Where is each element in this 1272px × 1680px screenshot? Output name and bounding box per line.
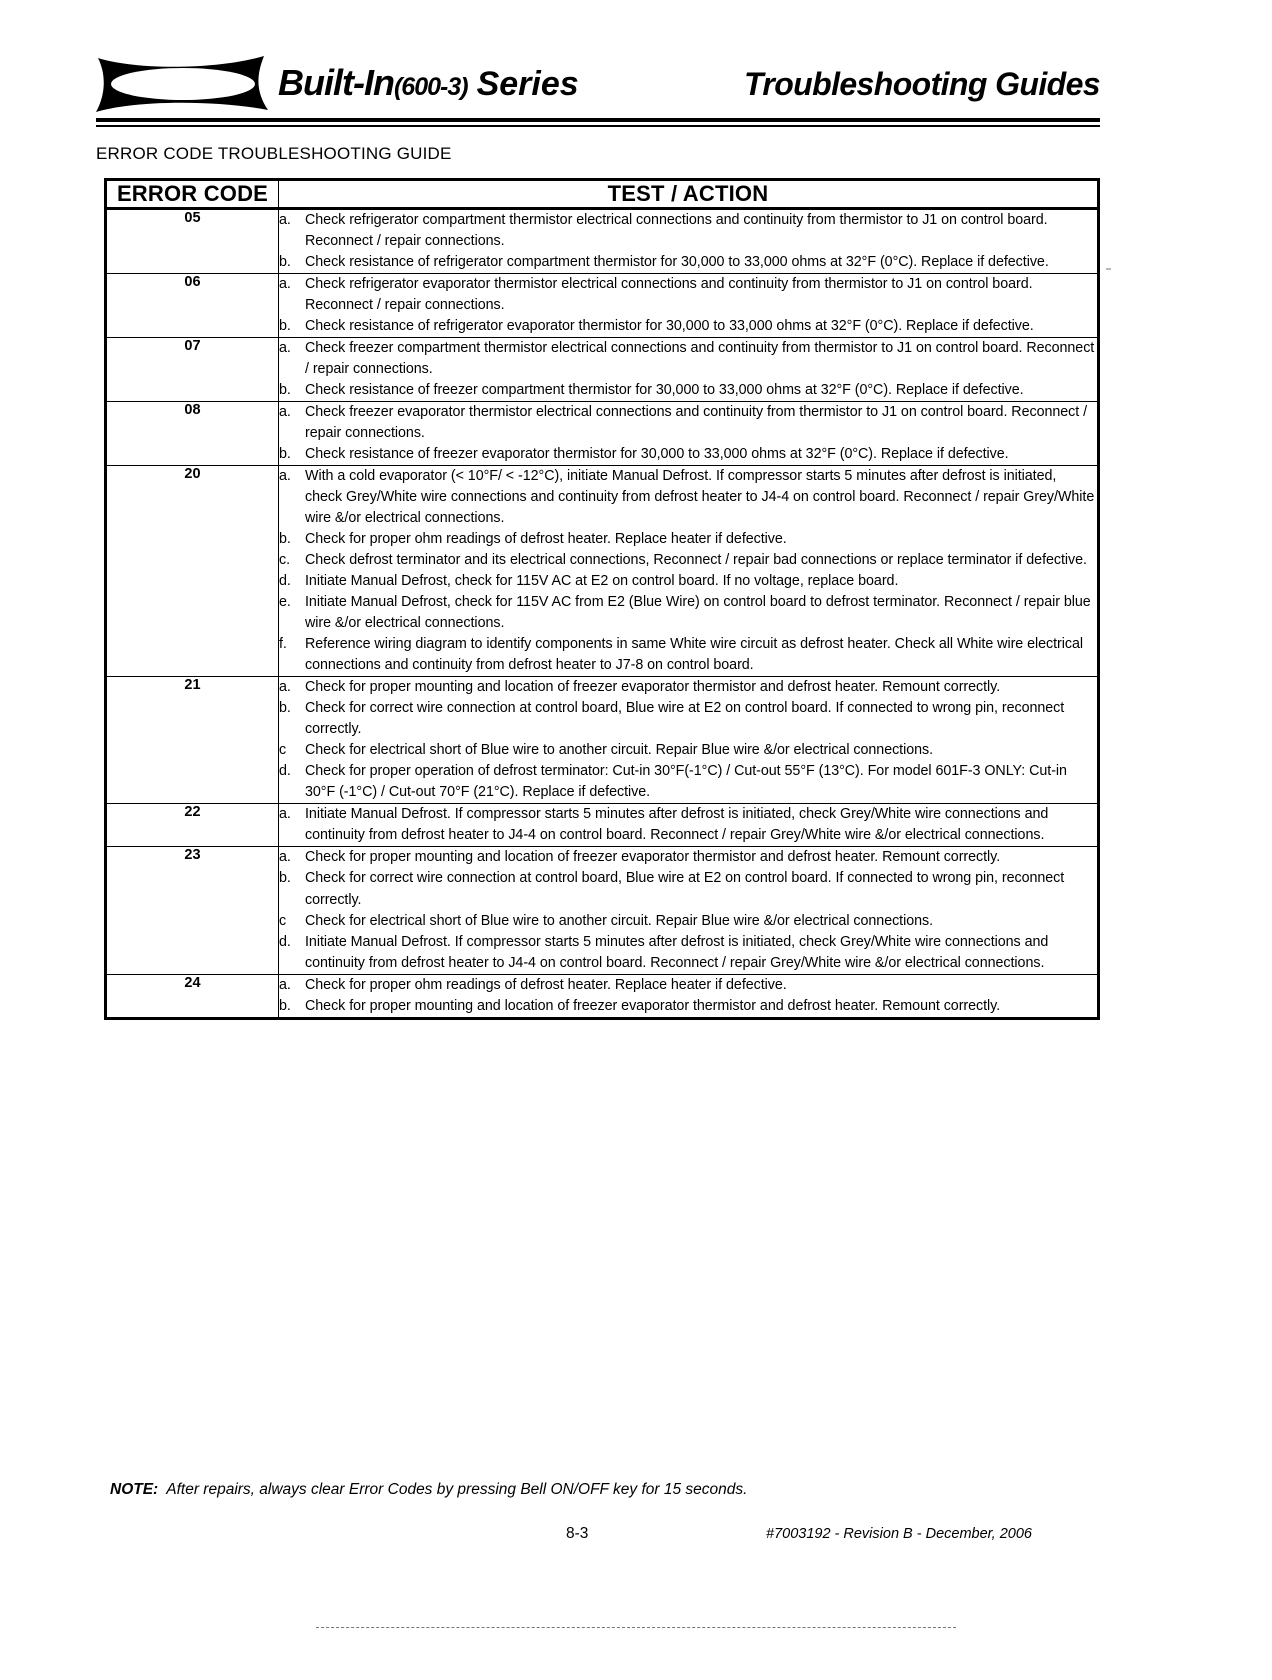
column-header-test-action: TEST / ACTION <box>279 181 1098 209</box>
test-action-item-label: c. <box>279 552 291 569</box>
test-action-cell <box>279 209 1098 274</box>
scan-artifact-speck <box>1106 268 1111 270</box>
column-header-error-code: ERROR CODE <box>107 181 279 209</box>
table-body <box>107 209 1098 1018</box>
test-action-item-text: Check for proper mounting and location of freezer evaporator thermistor and defrost heater. Remount correctly. <box>305 997 1001 1014</box>
document-reference: #7003192 - Revision B - December, 2006 <box>766 1526 1032 1542</box>
test-action-cell <box>279 804 1098 847</box>
page-number: 8-3 <box>566 1525 589 1542</box>
test-action-item-label: d. <box>279 763 291 780</box>
table-row <box>107 466 1098 677</box>
test-action-item-text: With a cold evaporator (< 10°F/ < -12°C), initiate Manual Defrost. If compressor starts 5 minutes after defrost is initiated, check Grey/White wire connections and continuity from defrost heater to J4-4 on control board. Reconnect / repair Grey/White wire &/or electrical connections. <box>305 468 1095 527</box>
test-action-item-label: a. <box>279 340 291 357</box>
test-action-item-text: Check freezer compartment thermistor electrical connections and continuity from thermistor to J1 on control board. Reconnect / repair connections. <box>305 340 1095 378</box>
test-action-item-label: b. <box>279 446 291 463</box>
test-action-item-label: b. <box>279 382 291 399</box>
test-action-cell <box>279 974 1098 1017</box>
table-row <box>107 804 1098 847</box>
test-action-item-label: b. <box>279 870 291 887</box>
page-header <box>96 52 1100 118</box>
test-action-item-text: Initiate Manual Defrost. If compressor starts 5 minutes after defrost is initiated, check Grey/White wire connections and continuity from defrost heater to J4-4 on control board. Reconnect / repair Grey/White wire &/or electrical connections. <box>305 806 1049 844</box>
test-action-cell <box>279 338 1098 402</box>
test-action-item <box>279 466 1097 529</box>
test-action-item-text: Check resistance of freezer compartment thermistor for 30,000 to 33,000 ohms at 32°F (0°C). Replace if defective. <box>305 382 1024 399</box>
test-action-item <box>279 634 1097 676</box>
test-action-item-text: Check resistance of refrigerator compartment thermistor for 30,000 to 33,000 ohms at 32°F (0°C). Replace if defective. <box>305 254 1049 271</box>
test-action-item-text: Check for proper ohm readings of defrost heater. Replace heater if defective. <box>305 531 787 548</box>
table-row <box>107 974 1098 1017</box>
test-action-item-text: Initiate Manual Defrost, check for 115V AC at E2 on control board. If no voltage, replace board. <box>305 573 899 590</box>
error-code-cell: 24 <box>107 974 279 1017</box>
sub-zero-logo-text: SUB-ZERO <box>142 73 225 90</box>
error-code-table <box>106 180 1098 1018</box>
bottom-dashed-rule <box>316 1627 956 1628</box>
test-action-item-label: b. <box>279 254 291 271</box>
test-action-item-label: f. <box>279 636 287 653</box>
test-action-item-text: Initiate Manual Defrost, check for 115V AC from E2 (Blue Wire) on control board to defrost terminator. Reconnect / repair blue wire &/or electrical connections. <box>305 594 1091 632</box>
test-action-item-label: a. <box>279 849 291 866</box>
test-action-item-label: c <box>279 742 287 759</box>
test-action-item <box>279 804 1097 846</box>
test-action-item-text: Check refrigerator compartment thermistor electrical connections and continuity from thermistor to J1 on control board. Reconnect / repair connections. <box>305 212 1048 250</box>
title-series: Series <box>476 65 579 103</box>
error-code-cell: 20 <box>107 466 279 677</box>
test-action-item <box>279 571 1097 592</box>
sub-zero-logo <box>96 56 271 112</box>
test-action-cell <box>279 466 1098 677</box>
test-action-item-label: a. <box>279 679 291 696</box>
test-action-cell <box>279 402 1098 466</box>
test-action-item-label: b. <box>279 700 291 717</box>
test-action-item-label: a. <box>279 468 291 485</box>
test-action-item-text: Check for electrical short of Blue wire to another circuit. Repair Blue wire &/or electrical connections. <box>305 742 934 759</box>
test-action-item-text: Check for proper mounting and location of freezer evaporator thermistor and defrost heater. Remount correctly. <box>305 679 1001 696</box>
test-action-item <box>279 550 1097 571</box>
test-action-cell <box>279 274 1098 338</box>
page-title <box>278 62 579 104</box>
test-action-item-text: Check defrost terminator and its electrical connections, Reconnect / repair bad connections or replace terminator if defective. <box>305 552 1087 569</box>
test-action-item <box>279 698 1097 740</box>
test-action-item-label: b. <box>279 531 291 548</box>
test-action-item-text: Initiate Manual Defrost. If compressor starts 5 minutes after defrost is initiated, check Grey/White wire connections and continuity from defrost heater to J4-4 on control board. Reconnect / repair Grey/White wire &/or electrical connections. <box>305 933 1049 971</box>
title-model: (600-3) <box>393 73 468 101</box>
error-code-cell: 23 <box>107 847 279 974</box>
error-code-cell: 22 <box>107 804 279 847</box>
test-action-item-text: Check for correct wire connection at control board, Blue wire at E2 on control board. If connected to wrong pin, reconnect correctly. <box>305 700 1065 738</box>
error-code-cell: 05 <box>107 209 279 274</box>
test-action-item-label: a. <box>279 806 291 823</box>
test-action-item-label: a. <box>279 276 291 293</box>
test-action-item <box>279 996 1097 1017</box>
test-action-item <box>279 402 1097 444</box>
error-code-cell: 07 <box>107 338 279 402</box>
error-code-cell: 21 <box>107 677 279 804</box>
table-row <box>107 402 1098 466</box>
table-header-row <box>107 181 1098 209</box>
test-action-item-label: a. <box>279 212 291 228</box>
test-action-item-text: Check for proper mounting and location of freezer evaporator thermistor and defrost heater. Remount correctly. <box>305 849 1001 866</box>
test-action-cell <box>279 847 1098 974</box>
test-action-item <box>279 677 1097 698</box>
test-action-item-label: d. <box>279 933 291 950</box>
test-action-item <box>279 444 1097 465</box>
test-action-item <box>279 761 1097 803</box>
test-action-item-text: Reference wiring diagram to identify components in same White wire circuit as defrost heater. Check all White wire electrical connections and continuity from defrost heater to J7-8 on control board. <box>305 636 1084 674</box>
table-row <box>107 274 1098 338</box>
test-action-item-text: Check resistance of refrigerator evaporator thermistor for 30,000 to 33,000 ohms at 32°F (0°C). Replace if defective. <box>305 318 1034 335</box>
test-action-item-label: e. <box>279 594 291 611</box>
test-action-item-text: Check for proper operation of defrost terminator: Cut-in 30°F(-1°C) / Cut-out 55°F (13°C). For model 601F-3 ONLY: Cut-in 30°F (-1°C) / Cut-out 70°F (21°C). Replace if defective. <box>305 763 1067 801</box>
table-row <box>107 338 1098 402</box>
test-action-item <box>279 868 1097 910</box>
test-action-item <box>279 529 1097 550</box>
test-action-cell <box>279 677 1098 804</box>
header-rule-thick <box>96 118 1100 122</box>
footer-note <box>110 1481 747 1499</box>
table-row <box>107 847 1098 974</box>
test-action-item-text: Check freezer evaporator thermistor electrical connections and continuity from thermistor to J1 on control board. Reconnect / repair connections. <box>305 404 1088 442</box>
test-action-item-text: Check refrigerator evaporator thermistor electrical connections and continuity from thermistor to J1 on control board. Reconnect / repair connections. <box>305 276 1033 314</box>
test-action-item-label: c <box>279 912 287 929</box>
test-action-item <box>279 740 1097 761</box>
section-title: ERROR CODE TROUBLESHOOTING GUIDE <box>96 144 452 163</box>
test-action-item <box>279 911 1097 932</box>
footer-note-text: After repairs, always clear Error Codes by pressing Bell ON/OFF key for 15 seconds. <box>166 1481 748 1498</box>
test-action-item-label: b. <box>279 318 291 335</box>
table-row <box>107 209 1098 274</box>
test-action-item <box>279 592 1097 634</box>
test-action-item-label: d. <box>279 573 291 590</box>
test-action-item <box>279 932 1097 974</box>
error-code-cell: 06 <box>107 274 279 338</box>
test-action-item <box>279 338 1097 380</box>
test-action-item-label: b. <box>279 997 291 1014</box>
test-action-item-text: Check resistance of freezer evaporator thermistor for 30,000 to 33,000 ohms at 32°F (0°C). Replace if defective. <box>305 446 1009 463</box>
table-row <box>107 677 1098 804</box>
error-code-table-wrapper <box>104 178 1100 1020</box>
test-action-item <box>279 252 1097 273</box>
test-action-item-text: Check for electrical short of Blue wire to another circuit. Repair Blue wire &/or electrical connections. <box>305 912 934 929</box>
header-right-title: Troubleshooting Guides <box>744 66 1100 102</box>
test-action-item <box>279 380 1097 401</box>
test-action-item-label: a. <box>279 976 291 993</box>
error-code-cell: 08 <box>107 402 279 466</box>
header-rule-thin <box>96 125 1100 127</box>
title-built-in: Built-In <box>278 62 394 103</box>
test-action-item-text: Check for correct wire connection at control board, Blue wire at E2 on control board. If connected to wrong pin, reconnect correctly. <box>305 870 1065 908</box>
test-action-item <box>279 316 1097 337</box>
test-action-item <box>279 975 1097 996</box>
test-action-item-text: Check for proper ohm readings of defrost heater. Replace heater if defective. <box>305 976 787 993</box>
test-action-item <box>279 847 1097 868</box>
test-action-item-label: a. <box>279 404 291 421</box>
test-action-item <box>279 210 1097 252</box>
test-action-item <box>279 274 1097 316</box>
footer-note-label: NOTE: <box>110 1481 159 1498</box>
